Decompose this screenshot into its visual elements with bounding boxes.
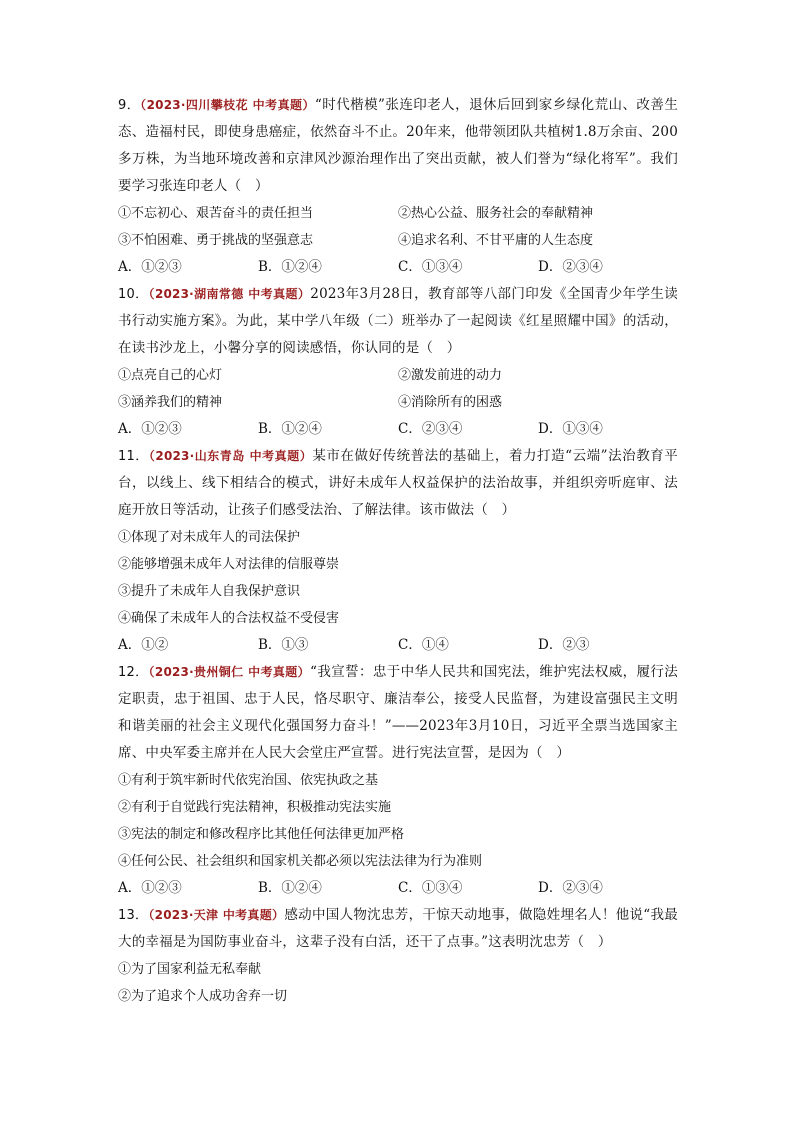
choice-c[interactable]: C．②③④ (398, 421, 463, 437)
question-source: 2023·四川攀枝花 中考真题 (146, 98, 303, 112)
option: ②激发前进的动力 (398, 368, 503, 383)
question-stem (118, 659, 678, 767)
option: ③宪法的制定和修改程序比其他任何法律更加严格 (118, 827, 405, 842)
option: ②有利于自觉践行宪法精神，积极推动宪法实施 (118, 800, 392, 815)
option: ①为了国家利益无私奉献 (118, 962, 262, 977)
option: ③涵养我们的精神 (118, 395, 223, 410)
answer-choices (118, 416, 678, 443)
choice-a[interactable]: A．①②③ (118, 259, 182, 275)
question-text: 某市在做好传统普法的基础上，着力打造“云端”法治教育平台，以线上、线下相结合的模式，讲好未成年人权益保护的法治故事，并组织旁听庭审、法庭开放日等活动，让孩子们感受法治、了解法律。该市做法（ ） (118, 448, 678, 518)
question-text: “我宣誓：忠于中华人民共和国宪法，维护宪法权威，履行法定职责，忠于祖国、忠于人民，恪尽职守、廉洁奉公，接受人民监督，为建设富强民主文明和谐美丽的社会主义现代化强国努力奋斗！”——2023年3月10日，习近平全票当选国家主席、中央军委主席并在人民大会堂庄严宣誓。进行宪法宣誓，是因为（ ） (118, 664, 679, 761)
answer-choices (118, 254, 678, 281)
answer-choices (118, 875, 678, 902)
option: ①不忘初心、艰苦奋斗的责任担当 (118, 206, 314, 221)
option: ③提升了未成年人自我保护意识 (118, 584, 301, 599)
question-number: 9． (118, 98, 141, 113)
question-source: 2023·山东青岛 中考真题 (155, 449, 300, 463)
question-number: 12． (118, 665, 149, 680)
choice-d[interactable]: D．②③ (538, 637, 590, 653)
choice-a[interactable]: A．①② (118, 637, 169, 653)
option: ④追求名利、不甘平庸的人生态度 (398, 233, 594, 248)
question-source: 2023·贵州铜仁 中考真题 (154, 665, 298, 679)
choice-c[interactable]: C．①④ (398, 637, 449, 653)
choice-b[interactable]: B．①③ (258, 637, 309, 653)
question-number: 11． (118, 449, 149, 464)
source-open: （ (140, 98, 147, 112)
question-11 (118, 443, 678, 659)
question-stem (118, 92, 678, 200)
source-open: （ (148, 908, 155, 922)
option: ③不怕困难、勇于挑战的坚强意志 (118, 233, 314, 248)
option: ④任何公民、社会组织和国家机关都必须以宪法法律为行为准则 (118, 854, 483, 869)
question-9 (118, 92, 678, 281)
question-12 (118, 659, 678, 902)
choice-c[interactable]: C．①③④ (398, 259, 463, 275)
source-close: ） (299, 449, 313, 463)
choice-d[interactable]: D．②③④ (538, 880, 603, 896)
option: ④消除所有的困惑 (398, 395, 503, 410)
choice-d[interactable]: D．②③④ (538, 259, 603, 275)
question-number: 10． (118, 287, 149, 302)
question-text: 感动中国人物沈忠芳，干惊天动地事，做隐姓埋名人！他说“我最大的幸福是为国防事业奋斗，这辈子没有白活，还干了点事。”这表明沈忠芳（ ） (118, 907, 678, 950)
option: ④确保了未成年人的合法权益不受侵害 (118, 611, 340, 626)
choice-b[interactable]: B．①②④ (258, 880, 322, 896)
question-stem (118, 443, 678, 524)
option: ①有利于筑牢新时代依宪治国、依宪执政之基 (118, 773, 379, 788)
choice-b[interactable]: B．①②④ (258, 421, 322, 437)
source-close: ） (297, 287, 311, 301)
document-page (118, 92, 678, 1010)
source-close: ） (272, 908, 285, 922)
option: ②热心公益、服务社会的奉献精神 (398, 206, 594, 221)
source-close: ） (302, 98, 315, 112)
choice-d[interactable]: D．①③④ (538, 421, 603, 437)
question-text: 2023年3月28日，教育部等八部门印发《全国青少年学生读书行动实施方案》。为此，某中学八年级（二）班举办了一起阅读《红星照耀中国》的活动，在读书沙龙上，小馨分享的阅读感悟，你认同的是（ ） (118, 286, 678, 356)
question-number: 13． (118, 908, 149, 923)
source-open: （ (148, 449, 156, 463)
choice-a[interactable]: A．①②③ (118, 880, 182, 896)
question-source: 2023·天津 中考真题 (154, 908, 273, 922)
source-open: （ (148, 665, 155, 679)
choice-c[interactable]: C．①③④ (398, 880, 463, 896)
answer-choices (118, 632, 678, 659)
question-stem (118, 281, 678, 362)
question-10 (118, 281, 678, 443)
choice-b[interactable]: B．①②④ (258, 259, 322, 275)
source-open: （ (148, 287, 155, 301)
option: ②能够增强未成年人对法律的信服尊崇 (118, 557, 340, 572)
option: ②为了追求个人成功舍弃一切 (118, 989, 288, 1004)
choice-a[interactable]: A．①②③ (118, 421, 182, 437)
question-text: “时代楷模”张连印老人，退休后回到家乡绿化荒山、改善生态、造福村民，即使身患癌症，依然奋斗不止。20年来，他带领团队共植树1.8万余亩、200多万株，为当地环境改善和京津风沙源治理作出了突出贡献，被人们誉为“绿化将军”。我们要学习张连印老人（ ） (118, 97, 679, 194)
option: ①点亮自己的心灯 (118, 368, 223, 383)
option: ①体现了对未成年人的司法保护 (118, 530, 301, 545)
question-13 (118, 902, 678, 1010)
question-stem (118, 902, 678, 956)
source-close: ） (297, 665, 311, 679)
question-source: 2023·湖南常德 中考真题 (154, 287, 298, 301)
